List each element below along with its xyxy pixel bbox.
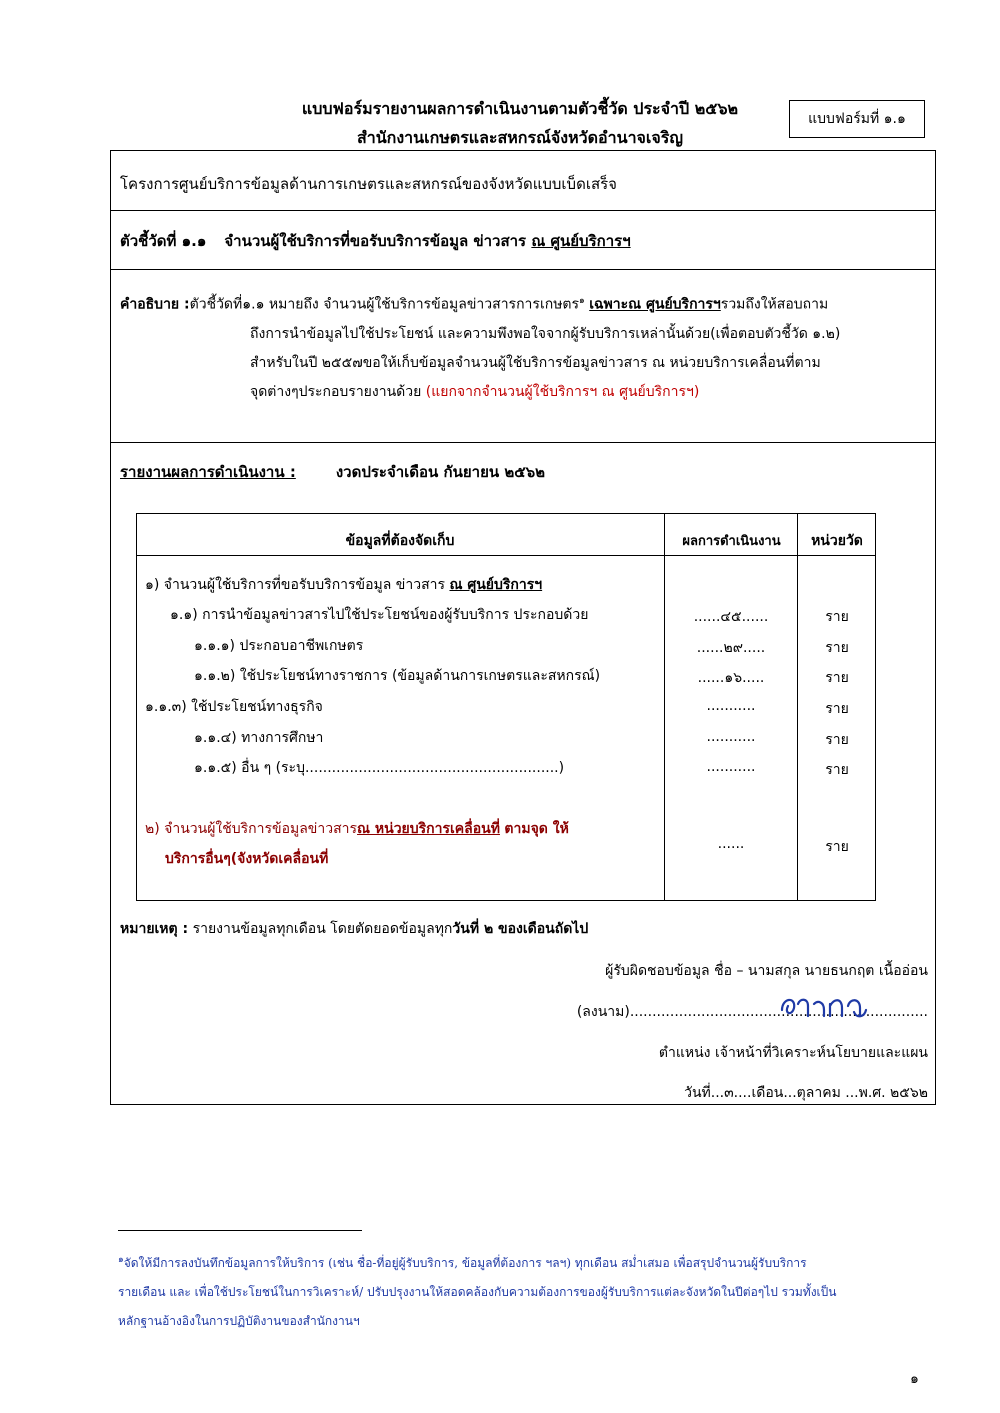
footnote-text: รายเดือน และ เพื่อใช้ประโยชน์ในการวิเคราะห์/ ปรับปรุงงานให้สอดคล้องกับความต้องการของผู้รับบริการแต่ละจังหวัดในปีต่อๆไป รวมทั้งเป็น [118,1285,837,1299]
table-row: ๑.๑.๕) อื่น ๆ (ระบุ.........................................................) [194,760,565,776]
project-name: โครงการศูนย์บริการข้อมูลด้านการเกษตรและสหกรณ์ของจังหวัดแบบเบ็ดเสร็จ [120,175,617,193]
description-text: สำหรับในปี ๒๕๕๗ขอให้เก็บข้อมูลจำนวนผู้ใช้บริการข้อมูลข่าวสาร ณ หน่วยบริการเคลื่อนที่ตาม [250,354,821,371]
indicator-heading [120,229,631,253]
report-period: งวดประจำเดือน กันยายน ๒๕๖๒ [335,463,545,481]
divider [110,269,936,270]
description-label: คำอธิบาย : [120,296,190,313]
row-result: ........... [706,759,756,775]
handwritten-signature [778,990,873,1026]
remark [120,918,588,940]
office-name: สำนักงานเกษตรและสหกรณ์จังหวัดอำนาจเจริญ [356,128,683,147]
description-text: รวมถึงให้สอบถาม [720,296,829,313]
row-unit: ราย [825,640,849,656]
row-result: ........... [706,698,756,714]
table-header-divider [136,555,876,556]
divider [110,442,936,443]
table-header-unit: หน่วยวัด [811,533,863,549]
divider [110,210,936,211]
indicator-text: จำนวนผู้ใช้บริการที่ขอรับบริการข้อมูล ข่าวสาร [224,232,527,250]
row-result: ........... [706,729,756,745]
table-row: ๑.๑.๑) ประกอบอาชีพเกษตร [194,638,364,654]
table-row-continued: บริการอื่นๆ(จังหวัดเคลื่อนที่ [165,851,329,867]
table-row: ๑.๑.๔) ทางการศึกษา [194,730,324,746]
sign-line: (ลงนาม)................................................................... [576,1004,928,1020]
remark-text: รายงานข้อมูลทุกเดือน โดยตัดยอดข้อมูลทุก [192,921,453,937]
remark-label: หมายเหตุ : [120,921,189,937]
indicator-location: ณ ศูนย์บริการฯ [531,232,631,250]
row-text: ๑) จำนวนผู้ใช้บริการที่ขอรับบริการข้อมูล ข่าวสาร [145,577,446,593]
responsible-person: ผู้รับผิดชอบข้อมูล ชื่อ – นามสกุล นายธนกฤต เนื้ออ่อน [605,963,928,979]
table-row: ๑.๑.๒) ใช้ประโยชน์ทางราชการ (ข้อมูลด้านการเกษตรและสหกรณ์) [194,668,601,684]
form-number-badge: แบบฟอร์มที่ ๑.๑ [789,100,925,138]
report-label: รายงานผลการดำเนินงาน : [120,463,296,481]
description-emphasis: เฉพาะณ ศูนย์บริการฯ [589,296,721,313]
row-unit: ราย [825,701,849,717]
description-text: จุดต่างๆประกอบรายงานด้วย [250,383,422,400]
page-number: ๑ [910,1371,919,1387]
description-text: ตัวชี้วัดที่๑.๑ หมายถึง จำนวนผู้ใช้บริการข้อมูลข่าวสารการเกษตร [189,296,580,313]
row-location: ณ หน่วยบริการเคลื่อนที่ [357,821,500,837]
footnote-mark: ๑ [118,1255,124,1265]
position: ตำแหน่ง เจ้าหน้าที่วิเคราะห์นโยบายและแผน [658,1045,928,1061]
table-row [145,574,542,596]
form-title: แบบฟอร์มรายงานผลการดำเนินงานตามตัวชี้วัด ประจำปี ๒๕๖๒ [301,99,739,118]
table-row: ๑.๑.๓) ใช้ประโยชน์ทางธุรกิจ [145,699,323,715]
table-header-data: ข้อมูลที่ต้องจัดเก็บ [345,533,455,549]
row-unit: ราย [825,732,849,748]
row-unit: ราย [825,609,849,625]
footnote-text: จัดให้มีการลงบันทึกข้อมูลการให้บริการ (เช่น ชื่อ-ที่อยู่ผู้รับบริการ, ข้อมูลที่ต้องการ ฯลฯ) ทุกเดือน สม่ำเสมอ เพื่อสรุปจำนวนผู้รับบริการ [123,1256,807,1270]
row-unit: ราย [825,670,849,686]
description-note: (แยกจากจำนวนผู้ใช้บริการฯ ณ ศูนย์บริการฯ) [425,383,700,400]
row-text: ๒) จำนวนผู้ใช้บริการข้อมูลข่าวสาร [145,821,358,837]
description [120,287,932,407]
table-column-divider [664,513,665,901]
row-text: ตามจุด ให้ [504,821,569,837]
footnote-text: หลักฐานอ้างอิงในการปฏิบัติงานของสำนักงานฯ [118,1314,360,1328]
row-result: ......๑๖..... [697,670,765,686]
footnote-mark: ๑ [579,296,585,306]
description-text: ถึงการนำข้อมูลไปใช้ประโยชน์ และความพึงพอใจจากผู้รับบริการเหล่านั้นด้วย(เพื่อตอบตัวชี้วัด ๑.๒) [250,325,841,342]
remark-emphasis: วันที่ ๒ ของเดือนถัดไป [452,921,589,937]
footnote-separator [118,1230,362,1231]
report-heading [120,460,545,484]
row-unit: ราย [825,839,849,855]
table-row: ๑.๑) การนำข้อมูลข่าวสารไปใช้ประโยชน์ของผู้รับบริการ ประกอบด้วย [170,607,589,623]
report-date: วันที่...๓....เดือน...ตุลาคม ...พ.ศ. ๒๕๖๒ [684,1085,928,1101]
row-location: ณ ศูนย์บริการฯ [449,577,543,593]
table-header-result: ผลการดำเนินงาน [682,534,781,549]
row-result: ...... [717,836,745,852]
row-result: ......๒๙..... [696,640,766,656]
footnote [118,1246,930,1336]
indicator-label: ตัวชี้วัดที่ ๑.๑ [120,232,207,250]
row-unit: ราย [825,762,849,778]
table-row [145,818,569,840]
row-result: ......๔๕...... [693,609,769,625]
